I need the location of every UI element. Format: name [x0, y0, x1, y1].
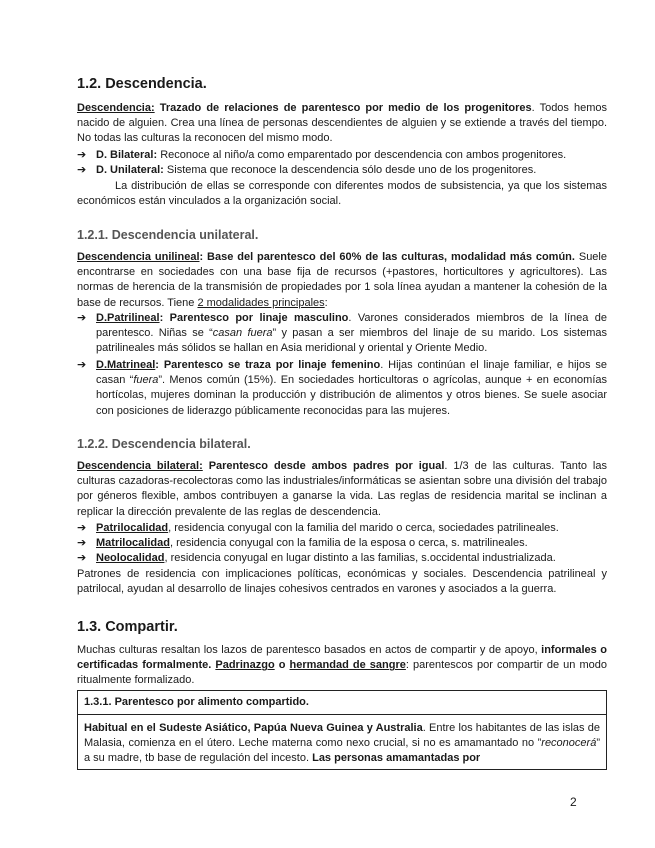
- section-heading-compartir: 1.3. Compartir.: [77, 619, 178, 635]
- arrow-right-icon: ➔: [77, 359, 87, 371]
- paragraph-descendencia-definition: Descendencia: Trazado de relaciones de parentesco por medio de los progenitores. Todos hemos nacido de alguien. Crea una línea de personas descendientes de alguien y se extiende a través del tiempo. No todas las culturas la reconocen del mismo modo.: [77, 102, 607, 145]
- section-heading-descendencia: 1.2. Descendencia.: [77, 76, 207, 92]
- paragraph-unilineal: Descendencia unilineal: Base del parentesco del 60% de las culturas, modalidad más común. Suele encontrarse en sociedades con una base fija de recursos (+pastores, horticultores y agricultores). Las normas de herencia de la transmisión de propiedades por 1 sola línea ayudan a mantener la cohesión de la base de recursos. Tiene 2 modalidades principales:: [77, 251, 607, 309]
- modalidades-link: 2 modalidades principales: [197, 296, 325, 309]
- arrow-right-icon: ➔: [77, 552, 87, 564]
- arrow-right-icon: ➔: [77, 312, 87, 324]
- bullet-unilateral: ➔ D. Unilateral: Sistema que reconoce la descendencia sólo desde uno de los progenitores.: [77, 163, 607, 178]
- bullet-neolocalidad: ➔ Neolocalidad, residencia conyugal en lugar distinto a las familias, s.occidental industrializada.: [77, 551, 607, 566]
- bullet-patrilocalidad: ➔ Patrilocalidad, residencia conyugal con la familia del marido o cerca, sociedades patrilineales.: [77, 521, 607, 536]
- bullet-matrilineal: ➔ D.Matrineal: Parentesco se traza por linaje femenino. Hijas continúan el linaje familiar, e hijos se casan “fuera”. Menos común (15%). En sociedades horticultoras o agrícolas, aunque + en economías hortícolas, mujeres dominan la producción y distribución de alimentos y otros bienes. Se suele asociar con posiciones de liderazgo públicamente reconocidas para las mujeres.: [77, 359, 607, 417]
- boxed-subsection-alimento: [77, 690, 607, 770]
- page-number: 2: [570, 795, 577, 809]
- box-body: Habitual en el Sudeste Asiático, Papúa Nueva Guinea y Australia. Entre los habitantes de las islas de Malasia, comienza en el útero. Leche materna como nexo crucial, si no es amamantado no ”reconocerá” a su madre, tb base de regulación del incesto. Las personas amamantadas por: [84, 722, 600, 765]
- paragraph-bilateral: Descendencia bilateral: Parentesco desde ambos padres por igual. 1/3 de las culturas. Tanto las culturas cazadoras-recolectoras como las industriales/informáticas se asientan sobre una división del trabajo por géneros flexible, ambos contribuyen a ganarse la vida. Las reglas de residencia marital se inclinan a replicar la dirección prevalente de las reglas de descendencia.: [77, 460, 607, 518]
- subsection-heading-unilateral: 1.2.1. Descendencia unilateral.: [77, 228, 259, 242]
- paragraph-compartir: Muchas culturas resaltan los lazos de parentesco basados en actos de compartir y de apoyo, informales o certificadas formalmente. Padrinazgo o hermandad de sangre: parentescos por compartir de un modo ritualmente formalizado.: [77, 644, 607, 687]
- bullet-matrilocalidad: ➔ Matrilocalidad, residencia conyugal con la familia de la esposa o cerca, s. matrilineales.: [77, 536, 607, 551]
- arrow-right-icon: ➔: [77, 537, 87, 549]
- paragraph-distribucion: La distribución de ellas se corresponde con diferentes modos de subsistencia, ya que los sistemas económicos están vinculados a la organización social.: [77, 180, 607, 208]
- box-title: 1.3.1. Parentesco por alimento compartido.: [78, 691, 606, 715]
- bullet-bilateral: ➔ D. Bilateral: Reconoce al niño/a como emparentado por descendencia con ambos progenitores.: [77, 148, 607, 163]
- arrow-right-icon: ➔: [77, 164, 87, 176]
- arrow-right-icon: ➔: [77, 149, 87, 161]
- arrow-right-icon: ➔: [77, 522, 87, 534]
- bullet-patrilineal: ➔ D.Patrilineal: Parentesco por linaje masculino. Varones considerados miembros de la línea de parentesco. Niñas se “casan fuera” y pasan a ser miembros del linaje de su marido. Los sistemas patrilineales más sólidos se hallan en Asia meridional y oriental y Oriente Medio.: [77, 312, 607, 355]
- paragraph-patrones-residencia: Patrones de residencia con implicaciones políticas, económicas y sociales. Descendencia patrilineal y patrilocal, ayudan al desarrollo de linajes cohesivos centrados en varones y asociados a la guerra.: [77, 568, 607, 596]
- subsection-heading-bilateral: 1.2.2. Descendencia bilateral.: [77, 437, 251, 451]
